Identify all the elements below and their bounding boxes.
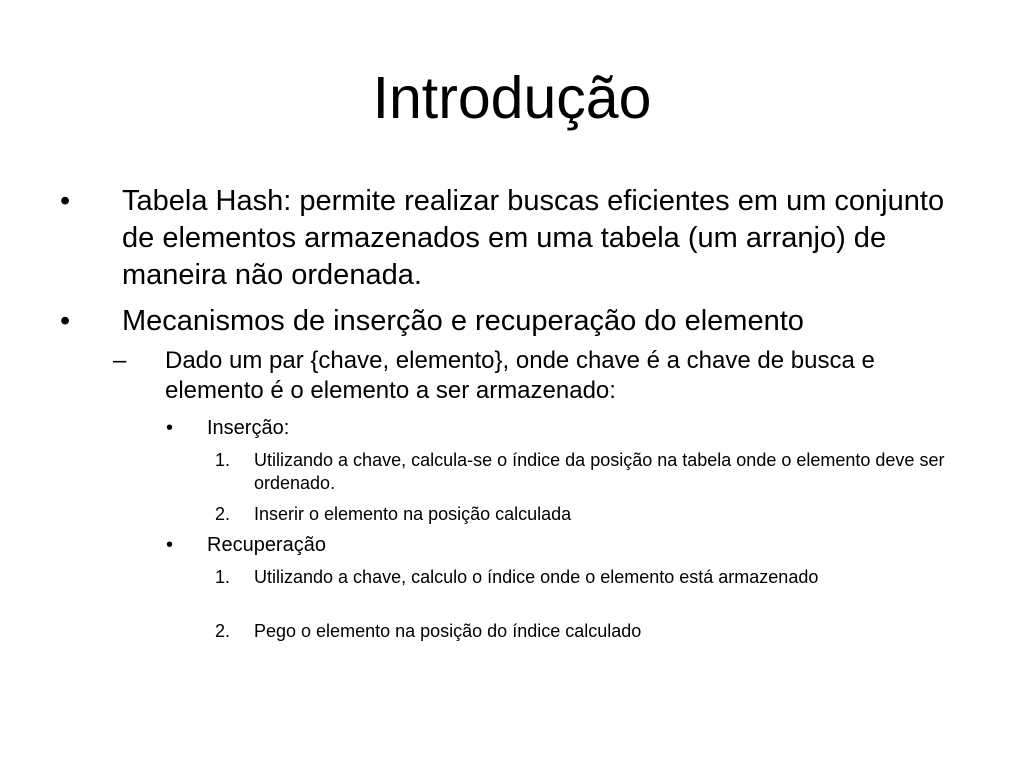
bullet-marker: • bbox=[166, 534, 174, 556]
bullet-text: Inserção: bbox=[207, 417, 290, 439]
number-marker: 1. bbox=[215, 450, 231, 470]
bullet-marker: • bbox=[60, 305, 71, 337]
subbullet-text: Dado um par {chave, elemento}, onde chave é a chave de busca e elemento é o elemento a ser armazenado: bbox=[165, 347, 875, 404]
bullet-text: Tabela Hash: permite realizar buscas eficientes em um conjunto de elementos armazenados em uma tabela (um arranjo) de maneira não ordenada. bbox=[122, 185, 945, 291]
slide-title: Introdução bbox=[372, 65, 652, 131]
bullet-text: Mecanismos de inserção e recuperação do elemento bbox=[122, 305, 804, 337]
numbered-item-text: Utilizando a chave, calcula-se o índice da posição na tabela onde o elemento deve ser ordenado. bbox=[254, 450, 945, 493]
number-marker: 2. bbox=[215, 621, 231, 641]
dash-marker: – bbox=[113, 347, 127, 374]
bullet-text: Recuperação bbox=[207, 534, 326, 556]
numbered-item-text: Utilizando a chave, calculo o índice onde o elemento está armazenado bbox=[254, 567, 819, 587]
numbered-item-text: Pego o elemento na posição do índice calculado bbox=[254, 621, 642, 641]
bullet-marker: • bbox=[60, 185, 71, 217]
bullet-marker: • bbox=[166, 417, 174, 439]
numbered-item-text: Inserir o elemento na posição calculada bbox=[254, 504, 572, 524]
number-marker: 2. bbox=[215, 504, 231, 524]
number-marker: 1. bbox=[215, 567, 231, 587]
